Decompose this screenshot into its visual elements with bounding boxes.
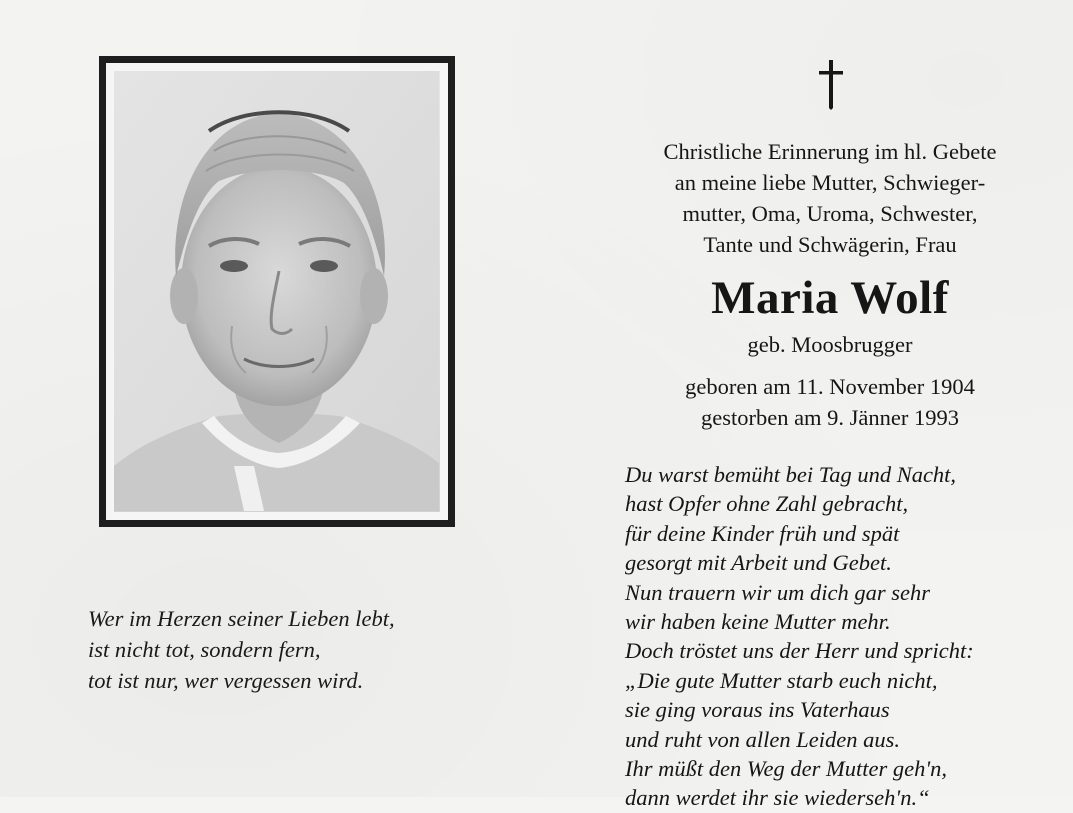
death-date: gestorben am 9. Jänner 1993: [700, 405, 960, 430]
left-verse-line: tot ist nur, wer vergessen wird.: [88, 668, 364, 693]
intro-line: Christliche Erinnerung im hl. Gebete: [663, 139, 997, 164]
right-verse-line: hast Opfer ohne Zahl gebracht,: [625, 491, 909, 517]
right-verse-line: Doch tröstet uns der Herr und spricht:: [625, 638, 974, 664]
deceased-name: Maria Wolf: [711, 272, 949, 324]
photo-frame: [99, 56, 455, 527]
memorial-intro: [600, 136, 1060, 260]
right-verse-line: „Die gute Mutter starb euch nicht,: [625, 667, 938, 693]
right-verse-line: gesorgt mit Arbeit und Gebet.: [625, 550, 892, 576]
right-verse-line: Du warst bemüht bei Tag und Nacht,: [625, 462, 957, 487]
right-verse-line: für deine Kinder früh und spät: [625, 520, 900, 546]
left-verse-line: ist nicht tot, sondern fern,: [88, 637, 321, 662]
right-verse: [625, 460, 1065, 813]
intro-line: mutter, Oma, Uroma, Schwester,: [682, 201, 978, 226]
left-verse-line: Wer im Herzen seiner Lieben lebt,: [88, 606, 395, 631]
left-verse: [88, 603, 508, 696]
right-verse-line: und ruht von allen Leiden aus.: [625, 726, 900, 752]
photo-mat: [106, 63, 448, 520]
right-verse-line: sie ging voraus ins Vaterhaus: [625, 697, 890, 723]
right-verse-line: Ihr müßt den Weg der Mutter geh'n,: [625, 756, 948, 782]
right-verse-line: dann werdet ihr sie wiederseh'n.“: [625, 785, 930, 811]
maiden-name: geb. Moosbrugger: [747, 332, 913, 357]
cross-icon: [812, 58, 850, 110]
portrait-photo: [114, 71, 440, 512]
portrait-illustration: [114, 71, 439, 511]
intro-line: an meine liebe Mutter, Schwieger-: [674, 170, 986, 195]
right-verse-line: wir haben keine Mutter mehr.: [625, 609, 891, 635]
right-verse-line: Nun trauern wir um dich gar sehr: [625, 579, 931, 605]
life-dates: [600, 371, 1060, 433]
birth-date: geboren am 11. November 1904: [685, 374, 975, 399]
intro-line: Tante und Schwägerin, Frau: [703, 232, 957, 257]
